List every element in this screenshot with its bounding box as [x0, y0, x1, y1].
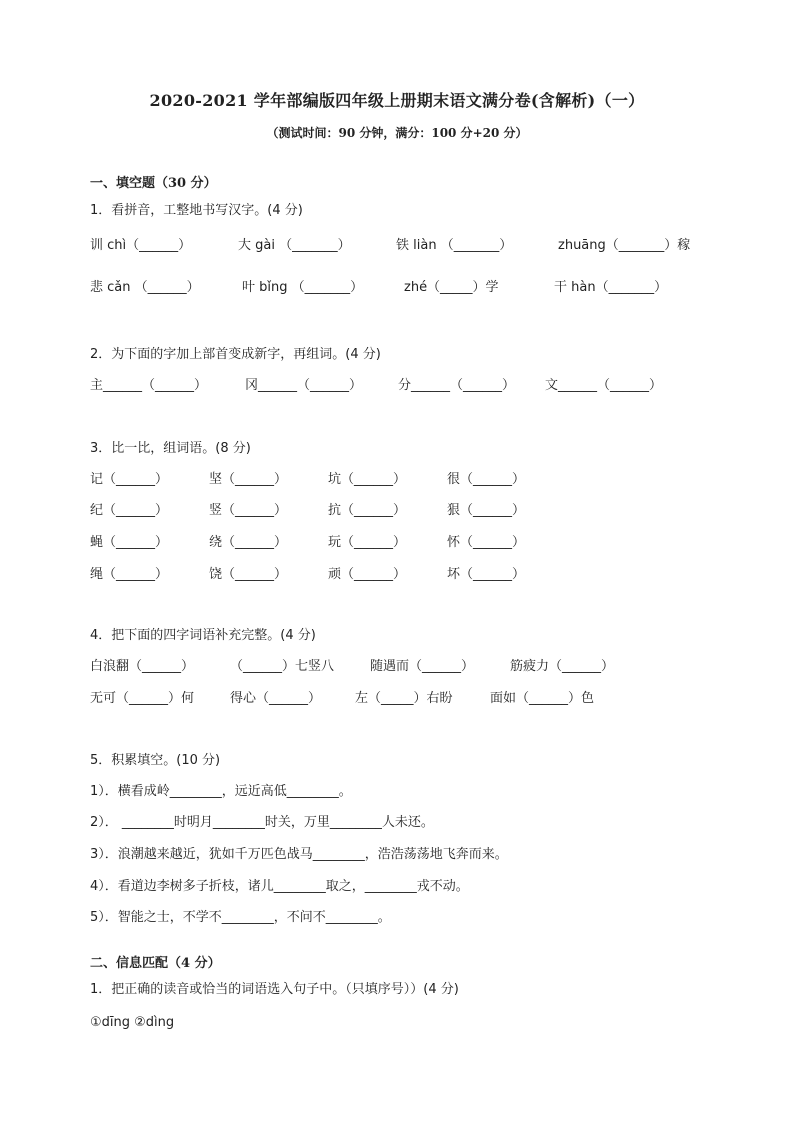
pinyin-item: 大 gài （_______）: [238, 238, 351, 253]
pinyin-item: 铁 liàn （_______）: [396, 238, 513, 253]
idiom-item: 面如（______）色: [490, 691, 595, 706]
pinyin-item: zhé（_____）学: [404, 280, 499, 295]
idiom-item: 得心（______）: [230, 691, 322, 706]
radical-item: 冈______（______）: [245, 378, 363, 393]
compare-item: 纪（______）: [90, 503, 169, 518]
recitation-line: 1）．横看成岭________，远近高低________。: [90, 784, 352, 799]
recitation-line: 4）．看道边李树多子折枝，诸儿________取之，________戎不动。: [90, 879, 469, 894]
idiom-item: （______）七竖八: [230, 659, 335, 674]
radical-item: 主______（______）: [90, 378, 208, 393]
pronunciation-options: ①dīng ②dìng: [90, 1015, 175, 1030]
idiom-item: 左（_____）右盼: [355, 691, 453, 706]
pinyin-item: 悲 cǎn （______）: [90, 280, 200, 295]
pinyin-item: 训 chì（______）: [90, 238, 192, 253]
question-5-prompt: 5．积累填空。(10 分): [90, 753, 221, 768]
page-title: 2020-2021 学年部编版四年级上册期末语文满分卷(含解析)（一）: [149, 91, 645, 110]
recitation-line: 5）．智能之士，不学不________，不问不________。: [90, 910, 391, 925]
page-subtitle: （测试时间：90 分钟，满分：100 分+20 分）: [266, 126, 528, 140]
compare-item: 竖（______）: [209, 503, 288, 518]
pinyin-item: 干 hàn（_______）: [554, 280, 668, 295]
compare-item: 坏（______）: [447, 567, 526, 582]
question-1-prompt: 1．看拼音，工整地书写汉字。(4 分): [90, 203, 303, 218]
idiom-item: 无可（______）何: [90, 691, 195, 706]
radical-item: 文______（______）: [545, 378, 663, 393]
question-4-prompt: 4．把下面的四字词语补充完整。(4 分): [90, 628, 316, 643]
compare-item: 绳（______）: [90, 567, 169, 582]
compare-item: 顽（______）: [328, 567, 407, 582]
pinyin-item: zhuāng（_______）稼: [558, 238, 691, 253]
section-1-heading: 一、填空题（30 分）: [90, 176, 217, 191]
recitation-line: 2）． ________时明月________时关，万里________人未还。: [90, 815, 434, 830]
compare-item: 狠（______）: [447, 503, 526, 518]
idiom-item: 随遇而（______）: [370, 659, 475, 674]
idiom-item: 筋疲力（______）: [510, 659, 615, 674]
idiom-item: 白浪翻（______）: [90, 659, 195, 674]
compare-item: 坑（______）: [328, 472, 407, 487]
compare-item: 蝇（______）: [90, 535, 169, 550]
compare-item: 怀（______）: [447, 535, 526, 550]
compare-item: 饶（______）: [209, 567, 288, 582]
question-2-prompt: 2．为下面的字加上部首变成新字，再组词。(4 分): [90, 347, 381, 362]
compare-item: 坚（______）: [209, 472, 288, 487]
compare-item: 很（______）: [447, 472, 526, 487]
question-3-prompt: 3．比一比，组词语。(8 分): [90, 441, 251, 456]
section-2-heading: 二、信息匹配（4 分）: [90, 956, 221, 971]
pinyin-item: 叶 bǐng （_______）: [242, 280, 364, 295]
compare-item: 绕（______）: [209, 535, 288, 550]
recitation-line: 3）．浪潮越来越近，犹如千万匹色战马________，浩浩荡荡地飞奔而来。: [90, 847, 508, 862]
compare-item: 记（______）: [90, 472, 169, 487]
compare-item: 玩（______）: [328, 535, 407, 550]
compare-item: 抗（______）: [328, 503, 407, 518]
radical-item: 分______（______）: [398, 378, 516, 393]
section-2-question-1-prompt: 1．把正确的读音或恰当的词语选入句子中。（只填序号））(4 分): [90, 982, 459, 997]
